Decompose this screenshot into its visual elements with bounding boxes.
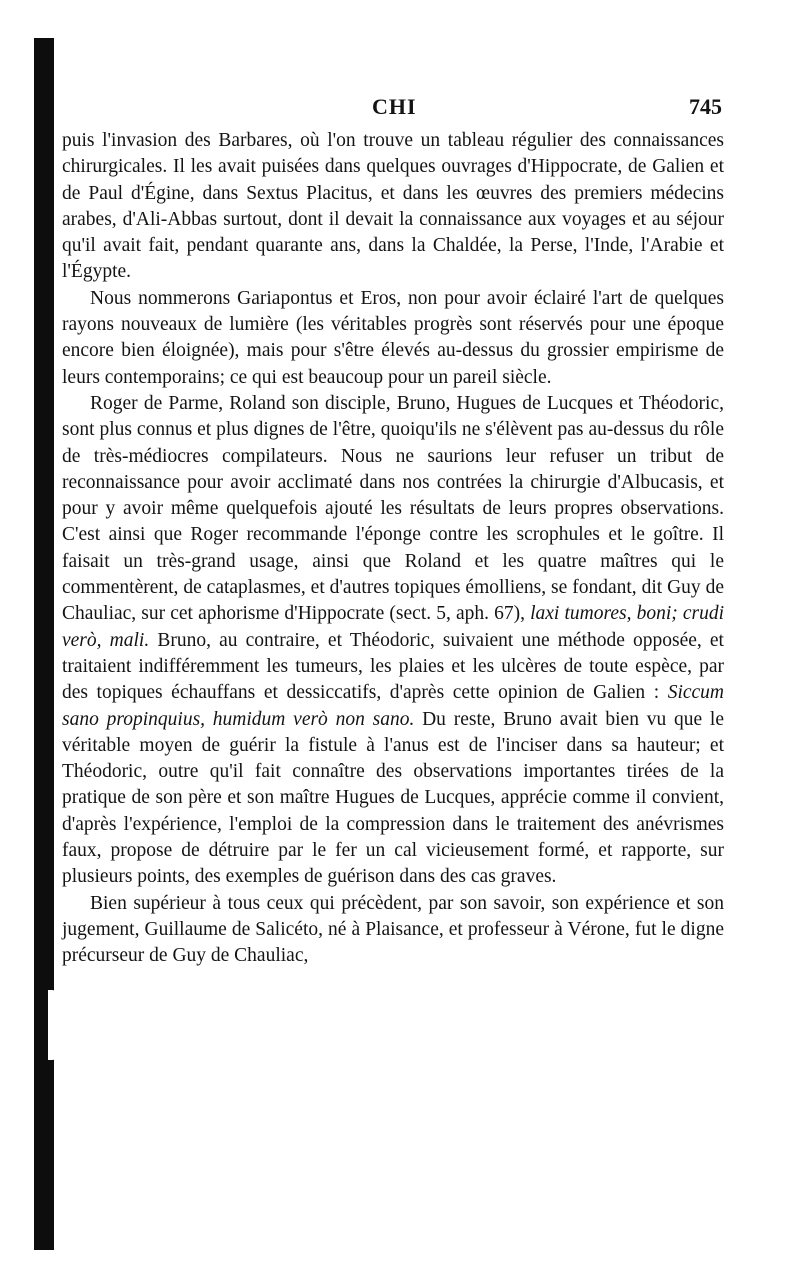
paragraph bbox=[62, 391, 724, 891]
page-number: 745 bbox=[689, 94, 722, 119]
paragraph bbox=[62, 286, 724, 391]
text-run: Roger de Parme, Roland son disciple, Bruno, Hugues de Lucques et Théodoric, sont plus connus et plus dignes de l'être, quoiqu'ils ne s'élèvent pas au-dessus du rôle de très-médiocres compilateurs. Nous ne saurions leur refuser un tribut de reconnaissance pour avoir acclimaté dans nos contrées la chirurgie d'Albucasis, et pour y avoir même quelquefois ajouté les résultats de leurs propres observations. C'est ainsi que Roger recommande l'éponge contre les scrophules et le goître. Il faisait un très-grand usage, ainsi que Roland et les quatre maîtres qui le commentèrent, de cataplasmes, et d'autres topiques émolliens, se fondant, dit Guy de Chauliac, sur cet aphorisme d'Hippocrate (sect. 5, aph. 67), bbox=[62, 392, 724, 625]
book-page bbox=[62, 84, 724, 970]
page-edge-notch bbox=[48, 990, 58, 1060]
text-run: Nous nommerons Gariapontus et Eros, non pour avoir éclairé l'art de quelques rayons nouveaux de lumière (les véritables progrès sont réservés pour une époque encore bien éloignée), mais pour s'être élevés au-dessus du grossier empirisme de leurs contemporains; ce qui est beaucoup pour un pareil siècle. bbox=[62, 287, 724, 388]
latin-quotation: laxi tumores, boni; crudi verò, mali. bbox=[62, 603, 725, 651]
running-head: CHI bbox=[372, 94, 417, 119]
latin-quotation: Siccum sano propinquius, humidum verò non sano. bbox=[62, 682, 724, 730]
text-run: puis l'invasion des Barbares, où l'on trouve un tableau régulier des connaissances chirurgicales. Il les avait puisées dans quelques ouvrages d'Hippocrate, de Galien et de Paul d'Égine, dans Sextus Placitus, et dans les œuvres des premiers médecins arabes, d'Ali-Abbas surtout, dont il devait la connaissance aux voyages et au séjour qu'il avait fait, pendant quarante ans, dans la Chaldée, la Perse, l'Inde, l'Arabie et l'Égypte. bbox=[62, 130, 724, 283]
paragraph bbox=[62, 891, 724, 970]
book-spine-shadow bbox=[34, 38, 54, 1250]
text-run: Du reste, Bruno avait bien vu que le véritable moyen de guérir la fistule à l'anus est de l'inciser dans sa hauteur; et Théodoric, outre qu'il fait connaître des observations importantes tirées de la pratique de son père et son maître Hugues de Lucques, apprécie comme il convient, d'après l'expérience, l'emploi de la compression dans le traitement des anévrismes faux, propose de détruire par le fer un cal vicieusement formé, et rapporte, sur plusieurs points, des exemples de guérison dans des cas graves. bbox=[62, 708, 724, 888]
text-run: Bien supérieur à tous ceux qui précèdent, par son savoir, son expérience et son jugement, Guillaume de Salicéto, né à Plaisance, et professeur à Vérone, fut le digne précurseur de Guy de Chauliac, bbox=[62, 892, 724, 967]
paragraph bbox=[62, 128, 724, 286]
page-header bbox=[62, 84, 724, 128]
body-text bbox=[62, 128, 724, 970]
text-run: Bruno, au contraire, et Théodoric, suivaient une méthode opposée, et traitaient indifféremment les tumeurs, les plaies et les ulcères de toute espèce, par des topiques échauffans et dessiccatifs, d'après cette opinion de Galien : bbox=[62, 629, 724, 704]
